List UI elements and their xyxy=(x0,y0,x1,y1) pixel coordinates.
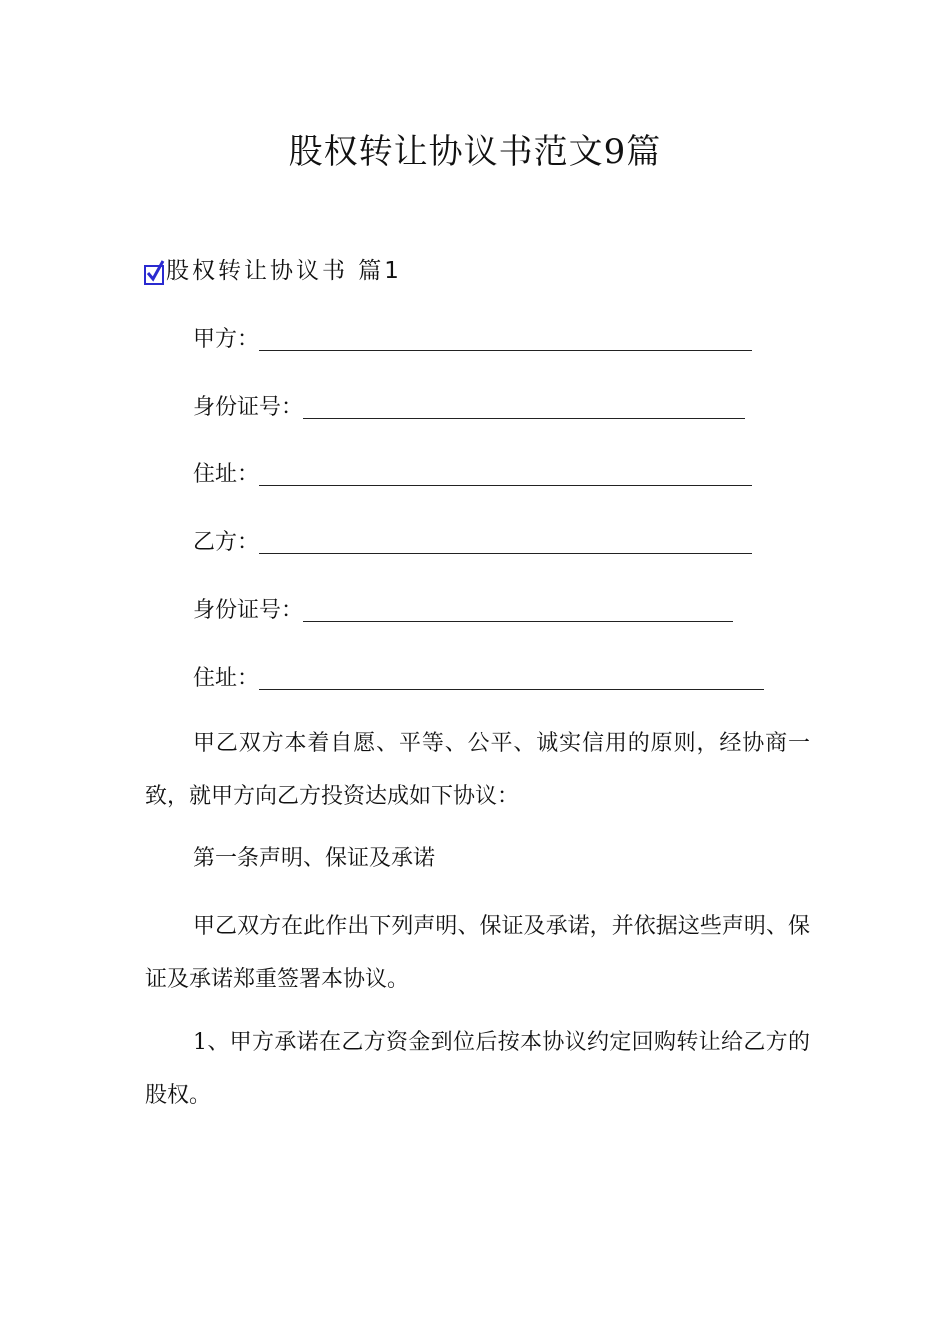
paragraph-article-1-heading: 第一条声明、保证及承诺 xyxy=(193,846,436,871)
field-label: 乙方： xyxy=(193,530,260,555)
section-heading xyxy=(144,252,402,285)
party-b-address-field xyxy=(193,661,764,692)
party-a-id-field xyxy=(193,390,745,421)
field-label: 住址： xyxy=(193,666,260,691)
blank-line xyxy=(259,484,752,486)
document-title: 股权转让协议书范文9篇 xyxy=(288,132,662,172)
field-label: 甲方： xyxy=(193,327,260,352)
paragraph-declaration: 甲乙双方在此作出下列声明、保证及承诺，并依据这些声明、保证及承诺郑重签署本协议。 xyxy=(145,914,810,992)
paragraph-intro: 甲乙双方本着自愿、平等、公平、诚实信用的原则，经协商一致，就甲方向乙方投资达成如下协议： xyxy=(145,731,810,809)
field-label: 住址： xyxy=(193,462,260,487)
blank-line xyxy=(259,688,764,690)
section-heading-text: 股权转让协议书 篇1 xyxy=(166,258,402,284)
blank-line xyxy=(259,349,752,351)
field-label: 身份证号： xyxy=(193,598,304,623)
blank-line xyxy=(303,417,745,419)
blank-line xyxy=(303,620,733,622)
party-a-field xyxy=(193,322,752,353)
paragraph-item-1: 1、甲方承诺在乙方资金到位后按本协议约定回购转让给乙方的股权。 xyxy=(145,1030,810,1108)
checkbox-icon xyxy=(144,265,164,285)
blank-line xyxy=(259,552,752,554)
party-b-field xyxy=(193,525,752,556)
party-a-address-field xyxy=(193,457,752,488)
party-b-id-field xyxy=(193,593,733,624)
field-label: 身份证号： xyxy=(193,395,304,420)
